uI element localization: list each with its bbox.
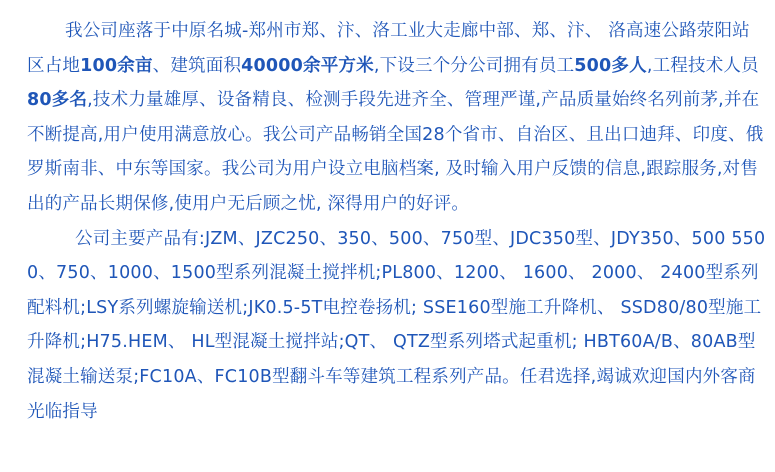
building-area-highlight: 40000余平方米 (241, 55, 374, 76)
land-area-highlight: 100余亩 (80, 55, 153, 76)
company-intro-document (27, 14, 767, 429)
profile-text-segment: ,技术力量雄厚、设备精良、检测手段先进齐全、管理严谨,产品质量始终名列前茅,并在不断提高,用户使用满意放心。我公司产品畅销全国28个省市、自治区、且出口迪拜、印度、俄罗斯南非、中东等国家。我公司为用户设立电脑档案, 及时输入用户反馈的信息,跟踪服务,对售出的产品长期保修,使用户无后顾之忧, 深得用户的好评。 (27, 90, 764, 214)
product-list-paragraph: 公司主要产品有:JZM、JZC250、350、500、750型、JDC350型、JDY350、500 5500、750、1000、1500型系列混凝土搅拌机;PL800、1200、 1600、 2000、 2400型系列配料机;LSY系列螺旋输送机;JK0.5-5T电控卷扬机; SSE160型施工升降机、 SSD80/80型施工升降机;H75.HEM、 HL型混凝土搅拌站;QT、 QTZ型系列塔式起重机; HBT60A/B、80AB型混凝土输送泵;FC10A、FC10B型翻斗车等建筑工程系列产品。任君选择,竭诚欢迎国内外客商光临指导 (27, 228, 766, 422)
profile-text-segment: 、建筑面积 (152, 55, 242, 76)
profile-text-segment: ,工程技术人员 (646, 55, 759, 76)
profile-text-segment: 我公司座落于中原名城-郑州市郑、汴、洛工业大走廊中部、郑、汴、 洛高速公路荥阳站区占地 (27, 21, 750, 76)
profile-text-segment: ,下设三个分公司拥有员工 (373, 55, 575, 76)
engineer-count-highlight: 80多名 (27, 90, 88, 111)
company-profile-paragraph (27, 14, 767, 222)
staff-count-highlight: 500多人 (574, 55, 647, 76)
